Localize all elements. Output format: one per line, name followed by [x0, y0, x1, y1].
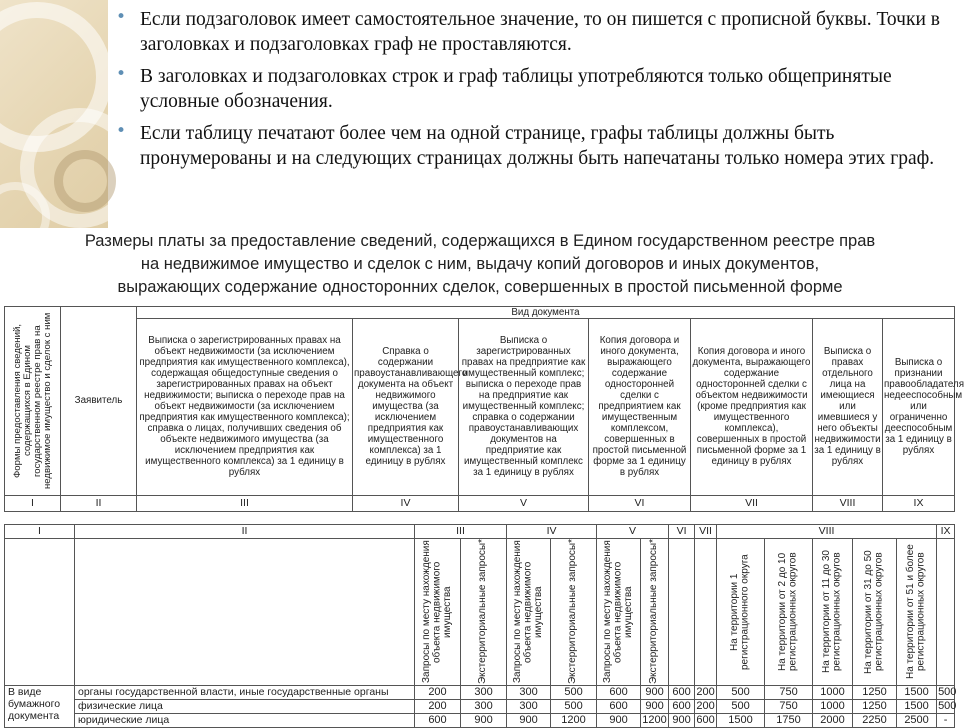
- fee-value: 300: [461, 700, 507, 714]
- subheader-cell: [669, 539, 695, 686]
- fee-value: 200: [415, 686, 461, 700]
- fee-value: 600: [415, 714, 461, 728]
- fee-value: 900: [507, 714, 551, 728]
- header-cell-doc-3: Выписка о зарегистрированных правах на предприятие как имущественный комплекс; выписка о переходе прав на предприятие как имущественный комплекс; справка о содержании правоустанавливающих документов на предприятие как имущественный комплекс за 1 единицу в рублях: [459, 319, 589, 496]
- slide-bullet-list: [114, 7, 954, 178]
- fee-value: 750: [765, 686, 813, 700]
- fee-value: 1500: [897, 700, 937, 714]
- column-number: VI: [669, 525, 695, 539]
- document-title-line: на недвижимое имущество и сделок с ним, выдачу копий договоров и иных документов,: [140, 255, 820, 273]
- subheader-cell: [695, 539, 717, 686]
- column-number: II: [61, 495, 137, 511]
- decorative-corner: [0, 0, 108, 228]
- column-number: IX: [883, 495, 955, 511]
- fee-value: 300: [507, 700, 551, 714]
- column-number: VII: [695, 525, 717, 539]
- header-cell-doc-6: Выписка о правах отдельного лица на имеющиеся или имевшиеся у него объекты недвижимости за 1 единицу в рублях: [813, 319, 883, 496]
- fee-value: 900: [641, 700, 669, 714]
- fee-table-header: [4, 306, 964, 512]
- fee-value: 1200: [551, 714, 597, 728]
- decorative-ring: [54, 150, 116, 212]
- bullet-dot-icon: •: [116, 64, 127, 84]
- column-number: VIII: [813, 495, 883, 511]
- subheader-cell: [937, 539, 955, 686]
- subheader-cell: Экстерриториальные запросы*: [551, 539, 597, 686]
- bullet-text: В заголовках и подзаголовках строк и граф таблицы употребляются только общепринятые условные обозначения.: [140, 66, 892, 112]
- fee-table-continuation: [4, 524, 955, 728]
- bullet-item: [114, 121, 954, 171]
- fee-value: -: [937, 714, 955, 728]
- fee-value: 600: [669, 700, 695, 714]
- subheader-cell: Запросы по месту нахождения объекта недвижимого имущества: [507, 539, 551, 686]
- form-label-cell: В виде бумажного документа: [5, 686, 75, 728]
- fee-value: 500: [551, 686, 597, 700]
- bullet-dot-icon: •: [116, 121, 127, 141]
- column-number: IV: [507, 525, 597, 539]
- subheader-cell: На территории 1 регистрационного округа: [717, 539, 765, 686]
- fee-value: 600: [597, 700, 641, 714]
- fee-value: 200: [415, 700, 461, 714]
- header-cell-form: Формы предоставления сведений, содержащихся в Едином государственном реестре прав на недвижимое имущество и сделок с ним: [5, 307, 61, 496]
- column-number: V: [459, 495, 589, 511]
- fee-value: 1750: [765, 714, 813, 728]
- bullet-dot-icon: •: [116, 7, 127, 27]
- header-cell-doc-5: Копия договора и иного документа, выражающего содержание односторонней сделки с объектом недвижимости (кроме предприятия как имущественного комплекса), совершенных в простой письменной форме за 1 единицу в рублях: [691, 319, 813, 496]
- fee-value: 1500: [897, 686, 937, 700]
- column-number: VIII: [717, 525, 937, 539]
- applicant-cell: физические лица: [75, 700, 415, 714]
- fee-value: 1000: [813, 686, 853, 700]
- blank-header-cell: [75, 539, 415, 686]
- header-cell-doc-2: Справка о содержании правоустанавливающего документа на объект недвижимого имущества (за исключением предприятия как имущественного комплекса) за 1 единицу в рублях: [353, 319, 459, 496]
- column-number: I: [5, 495, 61, 511]
- subheader-cell: Запросы по месту нахождения объекта недвижимого имущества: [415, 539, 461, 686]
- bullet-text: Если таблицу печатают более чем на одной странице, графы таблицы должны быть пронумерованы и на следующих страницах должны быть напечатаны только номера этих граф.: [140, 123, 935, 169]
- document-title-line: Размеры платы за предоставление сведений, содержащихся в Едином государственном реестре прав: [84, 232, 876, 250]
- fee-value: 500: [938, 686, 957, 698]
- fee-value: 2000: [813, 714, 853, 728]
- bullet-item: [114, 7, 954, 57]
- column-number: II: [75, 525, 415, 539]
- fee-value: 500: [938, 700, 957, 712]
- fee-value: 900: [669, 714, 695, 728]
- fee-value: 300: [507, 686, 551, 700]
- header-cell-doc-1: Выписка о зарегистрированных правах на объект недвижимости (за исключением предприятия как имущественного комплекса), содержащая общедоступные сведения о зарегистрированных правах на объект недвижимости; выписка о переходе прав на объект недвижимости (за исключением предприятия как имущественного комплекса); справка о лицах, получивших сведения об объекте недвижимого имущества (за исключением предприятия как имущественного комплекса) за 1 единицу в рублях: [137, 319, 353, 496]
- document-title: [0, 230, 960, 299]
- header-cell-document-type: Вид документа: [137, 307, 955, 319]
- fee-value: 200: [696, 700, 715, 712]
- column-number: V: [597, 525, 669, 539]
- header-cell-doc-4: Копия договора и иного документа, выражающего содержание односторонней сделки с предприятием как имущественным комплексом, совершенных в простой письменной форме за 1 единицу в рублях: [589, 319, 691, 496]
- subheader-cell: Экстерриториальные запросы*: [461, 539, 507, 686]
- column-number: VII: [691, 495, 813, 511]
- fee-value: 1250: [853, 686, 897, 700]
- applicant-cell: органы государственной власти, иные государственные органы: [75, 686, 415, 700]
- fee-value: 750: [765, 700, 813, 714]
- fee-value: 500: [717, 686, 765, 700]
- header-cell-applicant: Заявитель: [61, 307, 137, 496]
- fee-value: 2250: [853, 714, 897, 728]
- fee-value: 300: [461, 686, 507, 700]
- applicant-cell: юридические лица: [75, 714, 415, 728]
- fee-value: 500: [551, 700, 597, 714]
- fee-value: 900: [461, 714, 507, 728]
- subheader-cell: Запросы по месту нахождения объекта недвижимого имущества: [597, 539, 641, 686]
- fee-value: 1200: [642, 714, 667, 726]
- bullet-item: [114, 64, 954, 114]
- column-number: IV: [353, 495, 459, 511]
- subheader-cell: На территории от 51 и более регистрационных округов: [897, 539, 937, 686]
- column-number: III: [137, 495, 353, 511]
- column-number: IX: [937, 525, 955, 539]
- column-number: VI: [589, 495, 691, 511]
- fee-value: 500: [717, 700, 765, 714]
- subheader-cell: На территории от 2 до 10 регистрационных округов: [765, 539, 813, 686]
- fee-value: 600: [597, 686, 641, 700]
- subheader-cell: На территории от 11 до 30 регистрационных округов: [813, 539, 853, 686]
- bullet-text: Если подзаголовок имеет самостоятельное значение, то он пишется с прописной буквы. Точки в заголовках и подзаголовках граф не проставляются.: [140, 9, 940, 55]
- column-number: I: [5, 525, 75, 539]
- fee-value: 600: [669, 686, 695, 700]
- fee-value: 1500: [717, 714, 765, 728]
- fee-value: 2500: [897, 714, 937, 728]
- subheader-cell: Экстерриториальные запросы*: [641, 539, 669, 686]
- fee-value: 600: [696, 714, 715, 726]
- column-number: III: [415, 525, 507, 539]
- fee-value: 900: [597, 714, 641, 728]
- fee-value: 200: [696, 686, 715, 698]
- document-title-line: выражающих содержание односторонних сделок, совершенных в простой письменной форме: [117, 278, 843, 296]
- fee-value: 1000: [813, 700, 853, 714]
- header-cell-doc-7: Выписка о признании правообладателя недееспособным или ограниченно дееспособным за 1 единицу в рублях: [883, 319, 955, 496]
- fee-value: 1250: [853, 700, 897, 714]
- blank-header-cell: [5, 539, 75, 686]
- subheader-cell: На территории от 31 до 50 регистрационных округов: [853, 539, 897, 686]
- fee-value: 900: [641, 686, 669, 700]
